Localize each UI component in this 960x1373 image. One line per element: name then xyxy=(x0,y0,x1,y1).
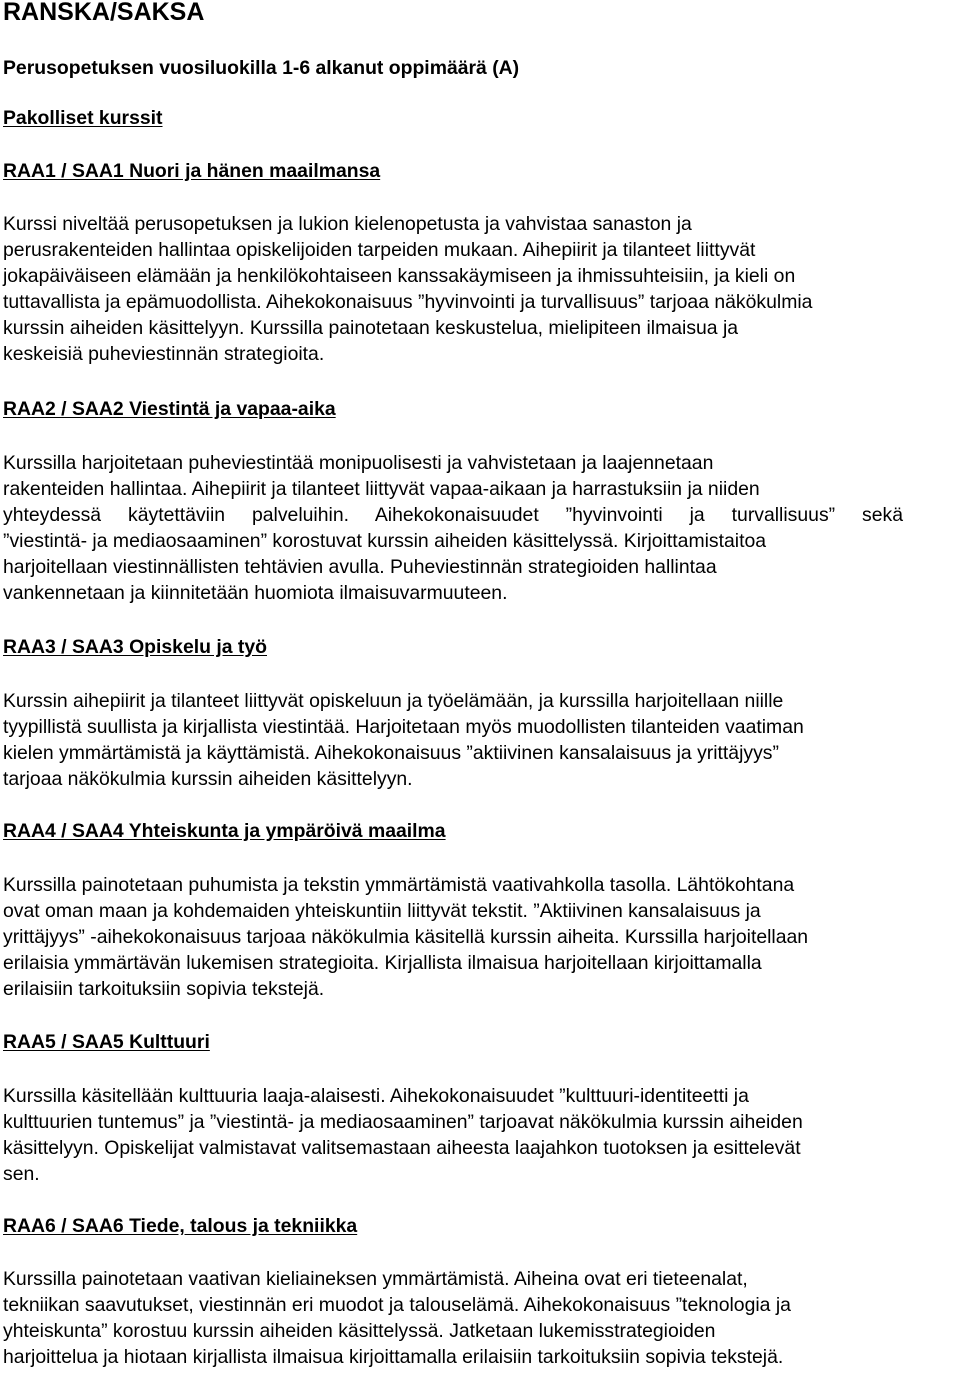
course-heading-raa5: RAA5 / SAA5 Kulttuuri xyxy=(3,1031,210,1053)
course-text-line: Kurssilla painotetaan vaativan kieliaineksen ymmärtämistä. Aiheina ovat eri tieteenalat, xyxy=(3,1268,748,1290)
course-text-line: perusrakenteiden hallintaa opiskelijoiden tarpeiden mukaan. Aihepiirit ja tilanteet liittyvät xyxy=(3,239,756,261)
course-text-line: Kurssi niveltää perusopetuksen ja lukion kielenopetusta ja vahvistaa sanaston ja xyxy=(3,213,692,235)
course-description-raa2 xyxy=(3,450,903,606)
course-text-line: tarjoaa näkökulmia kurssin aiheiden käsittelyyn. xyxy=(3,768,413,790)
course-text-line: tyypillistä suullista ja kirjallista viestintää. Harjoitetaan myös muodollisten tilanteiden vaatiman xyxy=(3,716,804,738)
course-text-line: erilaisia ymmärtävän lukemisen strategioita. Kirjallista ilmaisua harjoitellaan kirjoittamalla xyxy=(3,952,762,974)
section-label: Pakolliset kurssit xyxy=(3,107,163,129)
course-text-line: kielen ymmärtämistä ja käyttämistä. Aihekokonaisuus ”aktiivinen kansalaisuus ja yrittäjyys” xyxy=(3,742,779,764)
course-text-line: ”viestintä- ja mediaosaaminen” korostuvat kurssin aiheiden käsittelyssä. Kirjoittamistaitoa xyxy=(3,530,767,552)
course-text-line: keskeisiä puheviestinnän strategioita. xyxy=(3,343,325,365)
course-text-line: jokapäiväiseen elämään ja henkilökohtaiseen kanssakäymiseen ja ihmissuhteisiin, ja kieli on xyxy=(3,265,796,287)
course-description-raa6 xyxy=(3,1266,933,1370)
course-heading-raa4: RAA4 / SAA4 Yhteiskunta ja ympäröivä maailma xyxy=(3,820,446,842)
course-text-line: ovat oman maan ja kohdemaiden yhteiskuntiin liittyvät tekstit. ”Aktiivinen kansalaisuus ja xyxy=(3,900,761,922)
course-text-line: yhteydessä käytettäviin palveluihin. Aihekokonaisuudet ”hyvinvointi ja turvallisuus” sekä xyxy=(3,504,903,526)
course-text-line: käsittelyyn. Opiskelijat valmistavat valitsemastaan aiheesta laajahkon tuotoksen ja esittelevät xyxy=(3,1137,801,1159)
course-description-raa3 xyxy=(3,688,948,792)
course-text-line: kulttuurien tuntemus” ja ”viestintä- ja mediaosaaminen” tarjoavat näkökulmia kurssin aiheiden xyxy=(3,1111,803,1133)
course-description-raa5 xyxy=(3,1083,948,1187)
course-text-line: yhteiskunta” korostuu kurssin aiheiden käsittelyssä. Jatketaan lukemisstrategioiden xyxy=(3,1320,716,1342)
course-text-line: vankennetaan ja kiinnitetään huomiota ilmaisuvarmuuteen. xyxy=(3,582,508,604)
course-heading-raa6: RAA6 / SAA6 Tiede, talous ja tekniikka xyxy=(3,1215,358,1237)
course-text-line: tuttavallista ja epämuodollista. Aihekokonaisuus ”hyvinvointi ja turvallisuus” tarjoaa näkökulmia xyxy=(3,291,813,313)
course-heading-raa2: RAA2 / SAA2 Viestintä ja vapaa-aika xyxy=(3,398,336,420)
syllabus-subtitle: Perusopetuksen vuosiluokilla 1-6 alkanut oppimäärä (A) xyxy=(3,57,520,79)
course-text-line: Kurssin aihepiirit ja tilanteet liittyvät opiskeluun ja työelämään, ja kurssilla harjoitellaan niille xyxy=(3,690,784,712)
course-text-line: kurssin aiheiden käsittelyyn. Kurssilla painotetaan keskustelua, mielipiteen ilmaisua ja xyxy=(3,317,739,339)
course-heading-raa3: RAA3 / SAA3 Opiskelu ja työ xyxy=(3,636,267,658)
document-title: RANSKA/SAKSA xyxy=(3,0,205,26)
course-description-raa1 xyxy=(3,211,960,367)
course-text-line: yrittäjyys” -aihekokonaisuus tarjoaa näkökulmia käsitellä kurssin aiheita. Kurssilla harjoitellaan xyxy=(3,926,809,948)
course-text-line: tekniikan saavutukset, viestinnän eri muodot ja talouselämä. Aihekokonaisuus ”teknologia ja xyxy=(3,1294,791,1316)
course-text-line: erilaisiin tarkoituksiin sopivia tekstejä. xyxy=(3,978,325,1000)
course-text-line: harjoittelua ja hiotaan kirjallista ilmaisua kirjoittamalla erilaisiin tarkoituksiin sopivia tekstejä. xyxy=(3,1346,784,1368)
course-text-line: rakenteiden hallintaa. Aihepiirit ja tilanteet liittyvät vapaa-aikaan ja harrastuksiin ja niiden xyxy=(3,478,760,500)
course-text-line: Kurssilla painotetaan puhumista ja tekstin ymmärtämistä vaativahkolla tasolla. Lähtökohtana xyxy=(3,874,795,896)
course-text-line: Kurssilla harjoitetaan puheviestintää monipuolisesti ja vahvistetaan ja laajennetaan xyxy=(3,452,714,474)
course-description-raa4 xyxy=(3,872,953,1002)
course-text-line: harjoitellaan viestinnällisten tehtävien avulla. Puheviestinnän strategioiden hallintaa xyxy=(3,556,717,578)
course-text-line: Kurssilla käsitellään kulttuuria laaja-alaisesti. Aihekokonaisuudet ”kulttuuri-identiteetti ja xyxy=(3,1085,749,1107)
course-text-line: sen. xyxy=(3,1163,40,1185)
course-heading-raa1: RAA1 / SAA1 Nuori ja hänen maailmansa xyxy=(3,160,381,182)
